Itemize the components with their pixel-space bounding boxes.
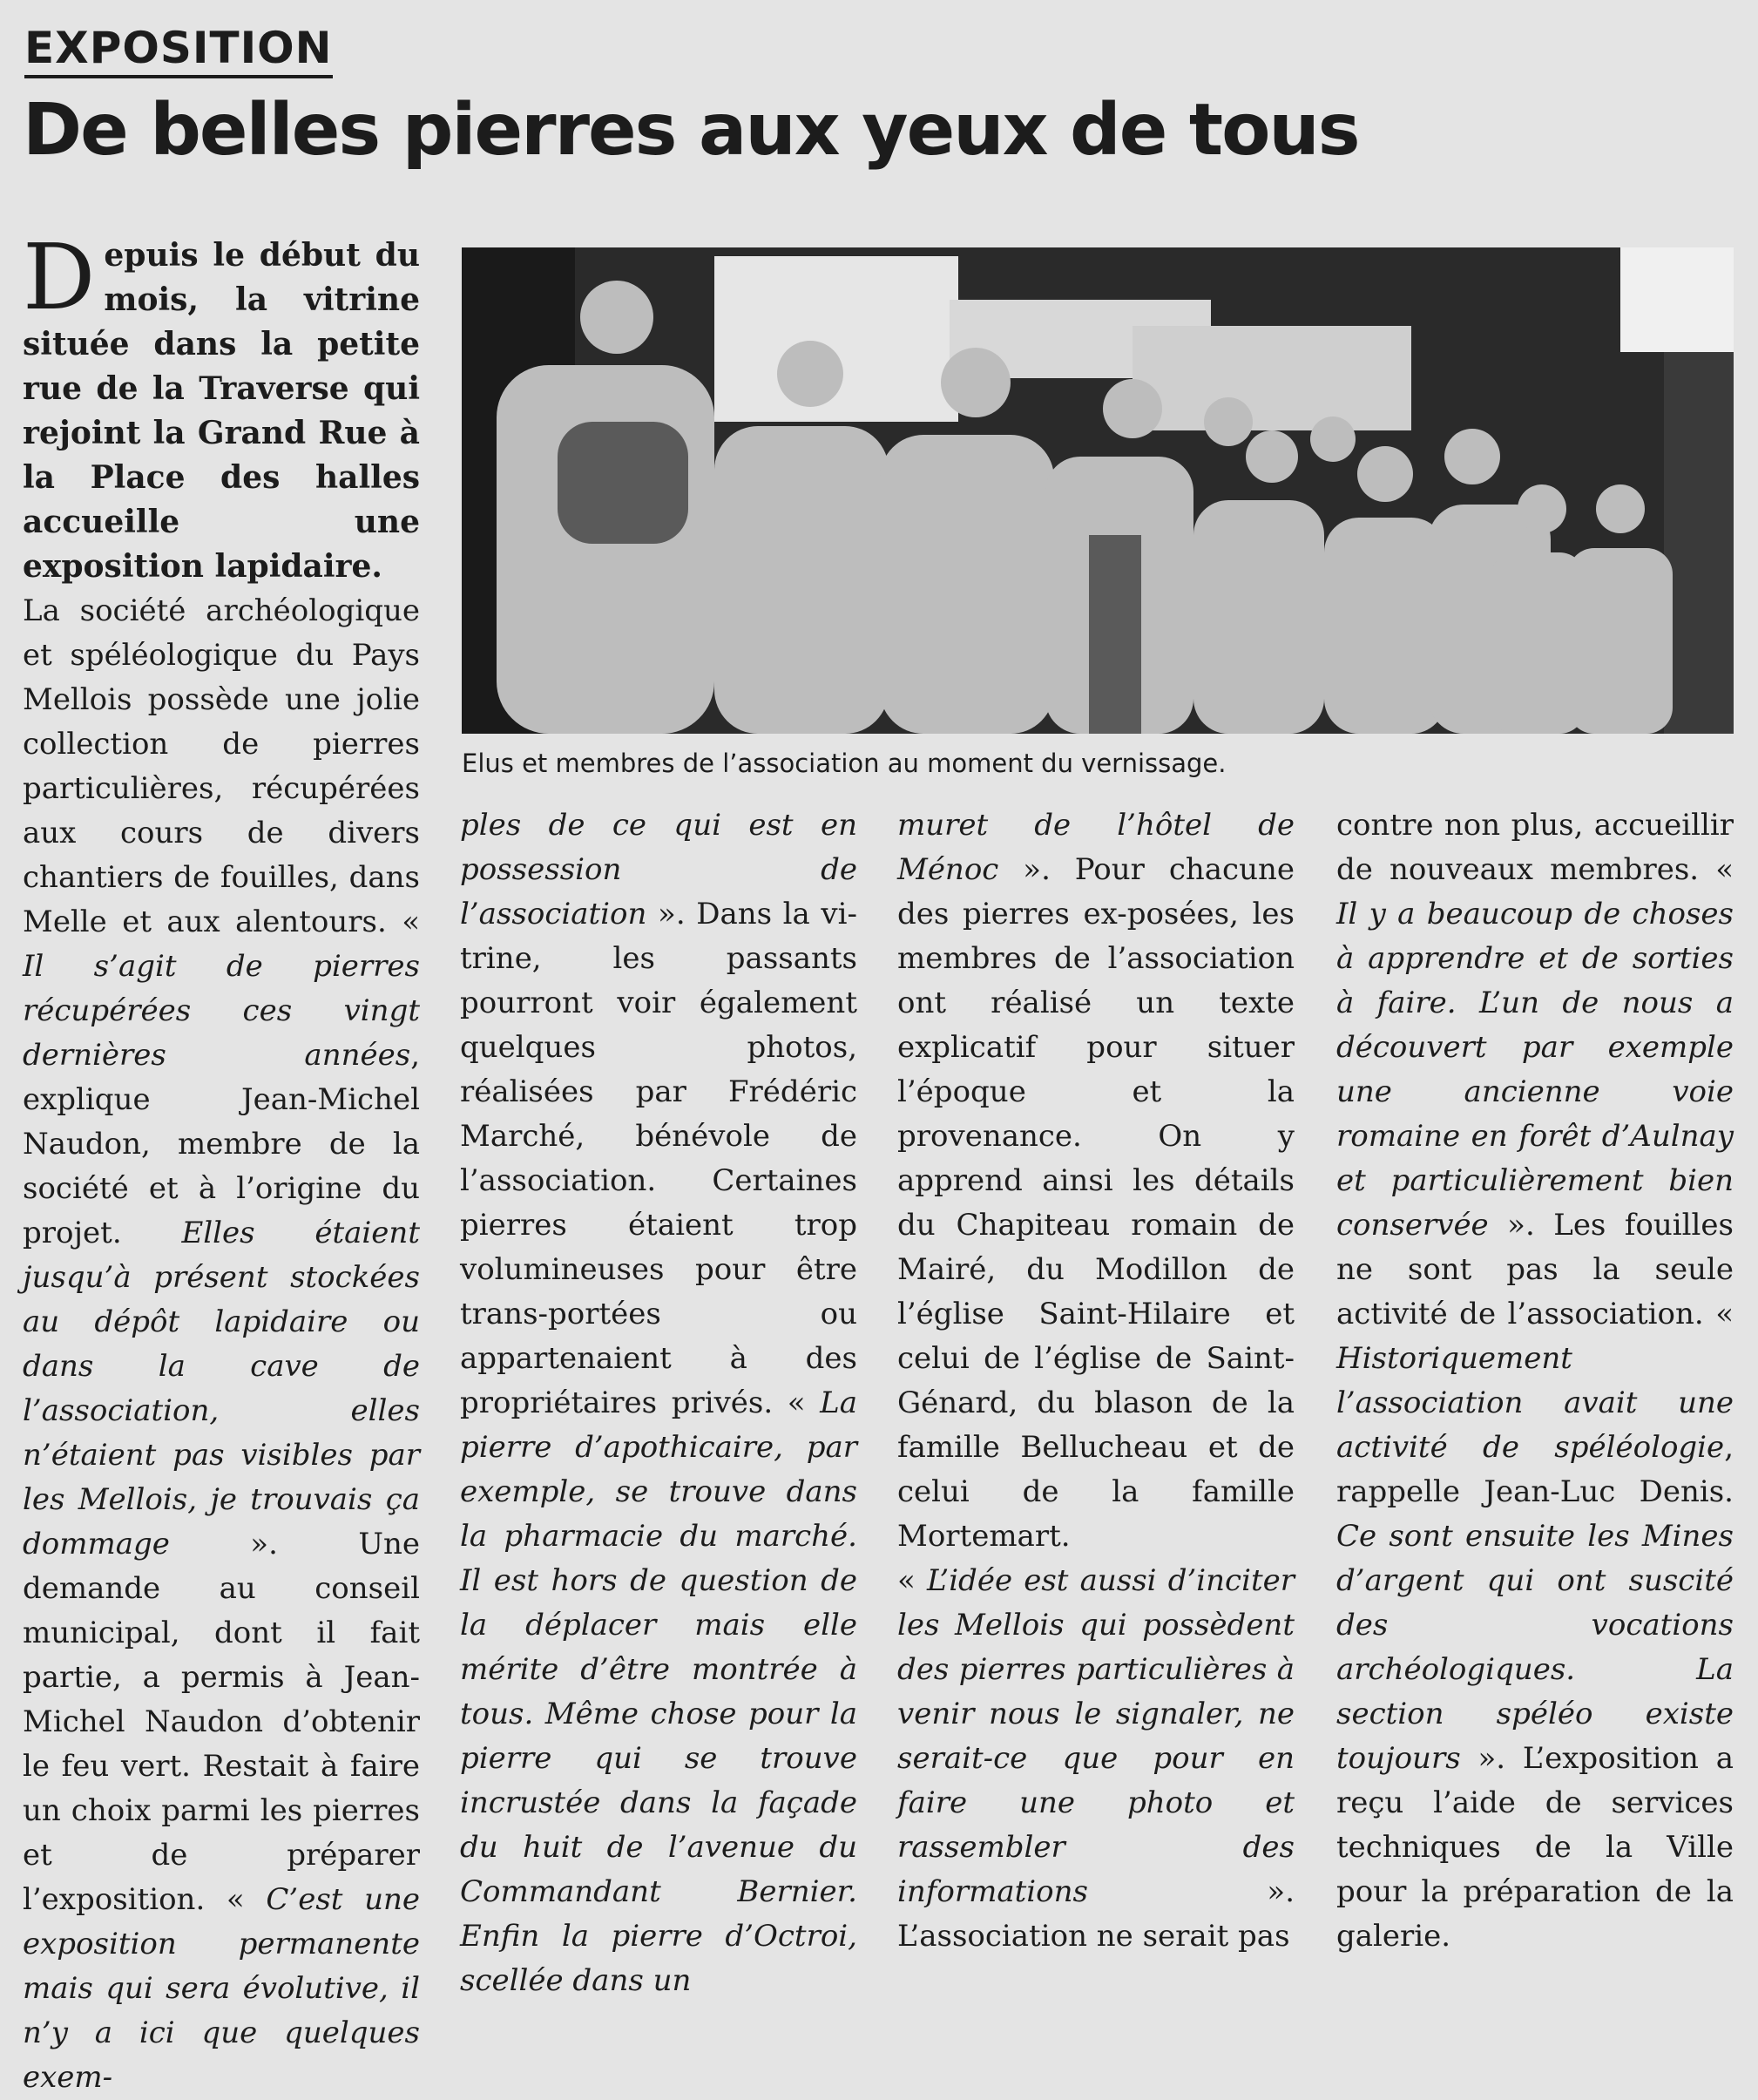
article-headline: De belles pierres aux yeux de tous: [23, 89, 1359, 172]
body-text: , explique Jean-Michel Naudon, membre de la société et à l’origine du projet.: [23, 1038, 420, 1250]
article-column-4: [1336, 803, 1734, 1954]
section-rubric: EXPOSITION: [24, 21, 333, 78]
quote-text: ples de ce qui est en possession de l’association: [460, 808, 857, 931]
article-column-2: [460, 803, 857, 1998]
body-text: contre non plus, accueillir de nouveaux membres. «: [1336, 808, 1734, 887]
lead-text: epuis le début du mois, la vitrine située dans la petite rue de la Traverse qui rejoint la Grand Rue à la Place des halles accueille une exposition lapidaire.: [23, 237, 420, 585]
quote-text: C’est une exposition permanente mais qui sera évolutive, il n’y a ici que quelques exem-: [23, 1882, 421, 2095]
body-text: La société archéologique et spéléologique du Pays Mellois possède une jolie collection de pierres particulières, récupérées aux cours de divers chantiers de fouilles, dans Melle et aux alentours. «: [23, 593, 420, 939]
body-paragraph: [23, 589, 420, 2100]
drop-cap: D: [23, 224, 96, 330]
quote-text: muret de l’hôtel de Ménoc: [897, 808, 1295, 887]
quote-text: Elles étaient jusqu’à présent stockées au dépôt lapidaire ou dans la cave de l’association, elles n’étaient pas visibles par les Mellois, je trouvais ça dommage: [23, 1216, 420, 1561]
body-paragraph: [897, 1559, 1295, 1959]
body-text: ». Une demande au conseil municipal, dont il fait partie, a permis à Jean-Michel Naudon d’obtenir le feu vert. Restait à faire un choix parmi les pierres et de préparer l’exposition. «: [23, 1527, 420, 1917]
body-text: ». Pour chacune des pierres ex-posées, les membres de l’association ont réalisé un texte explicatif pour situer l’époque et la provenance. On y apprend ainsi les détails du Chapiteau romain de Mairé, du Modillon de l’église Saint-Hilaire et celui de l’église de Saint-Génard, du blason de la famille Bellucheau et de celui de la famille Mortemart.: [897, 852, 1295, 1554]
group-photo: [462, 247, 1734, 734]
quote-text: Il y a beaucoup de choses à apprendre et de sorties à faire. L’un de nous a découvert par exemple une ancienne voie romaine en forêt d’Aulnay et particulièrement bien conservée: [1336, 897, 1734, 1243]
body-text: ». L’association ne serait pas: [897, 1874, 1295, 1954]
group-photo-illustration: [462, 247, 1734, 734]
lead-paragraph: [23, 224, 420, 589]
photo-caption: Elus et membres de l’association au moment du vernissage.: [462, 749, 1227, 778]
body-text: «: [897, 1563, 927, 1598]
quote-text: Il s’agit de pierres récupérées ces vingt dernières années: [23, 949, 420, 1073]
quote-text: Ce sont ensuite les Mines d’argent qui ont suscité des vocations archéologiques. La section spéléo existe toujours: [1336, 1519, 1734, 1776]
body-text: ». Les fouilles ne sont pas la seule activité de l’association. «: [1336, 1208, 1734, 1331]
article-column-3: [897, 803, 1295, 1954]
body-paragraph: [1336, 803, 1734, 1959]
body-text: ». L’exposition a reçu l’aide de services techniques de la Ville pour la préparation de la galerie.: [1336, 1741, 1734, 1954]
body-paragraph: [897, 803, 1295, 1559]
quote-text: La pierre d’apothicaire, par exemple, se trouve dans la pharmacie du marché. Il est hors de question de la déplacer mais elle mérite d’être montrée à tous. Même chose pour la pierre qui se trouve incrustée dans la façade du huit de l’avenue du Commandant Bernier. Enfin la pierre d’Octroi, scellée dans un: [460, 1385, 857, 1998]
body-paragraph: [460, 803, 857, 2003]
body-text: ». Dans la vi-trine, les passants pourront voir également quelques photos, réalisées par Frédéric Marché, bénévole de l’association. Certaines pierres étaient trop volumineuses pour être trans-portées ou appartenaient à des propriétaires privés. «: [460, 897, 857, 1420]
quote-text: Historiquement l’association avait une activité de spéléologie: [1336, 1341, 1734, 1465]
body-text: , rappelle Jean-Luc Denis.: [1336, 1430, 1734, 1509]
quote-text: L’idée est aussi d’inciter les Mellois qui possèdent des pierres particulières à venir nous le signaler, ne serait-ce que pour en faire une photo et rassembler des informations: [897, 1563, 1295, 1909]
article-column-1: [23, 224, 421, 2095]
